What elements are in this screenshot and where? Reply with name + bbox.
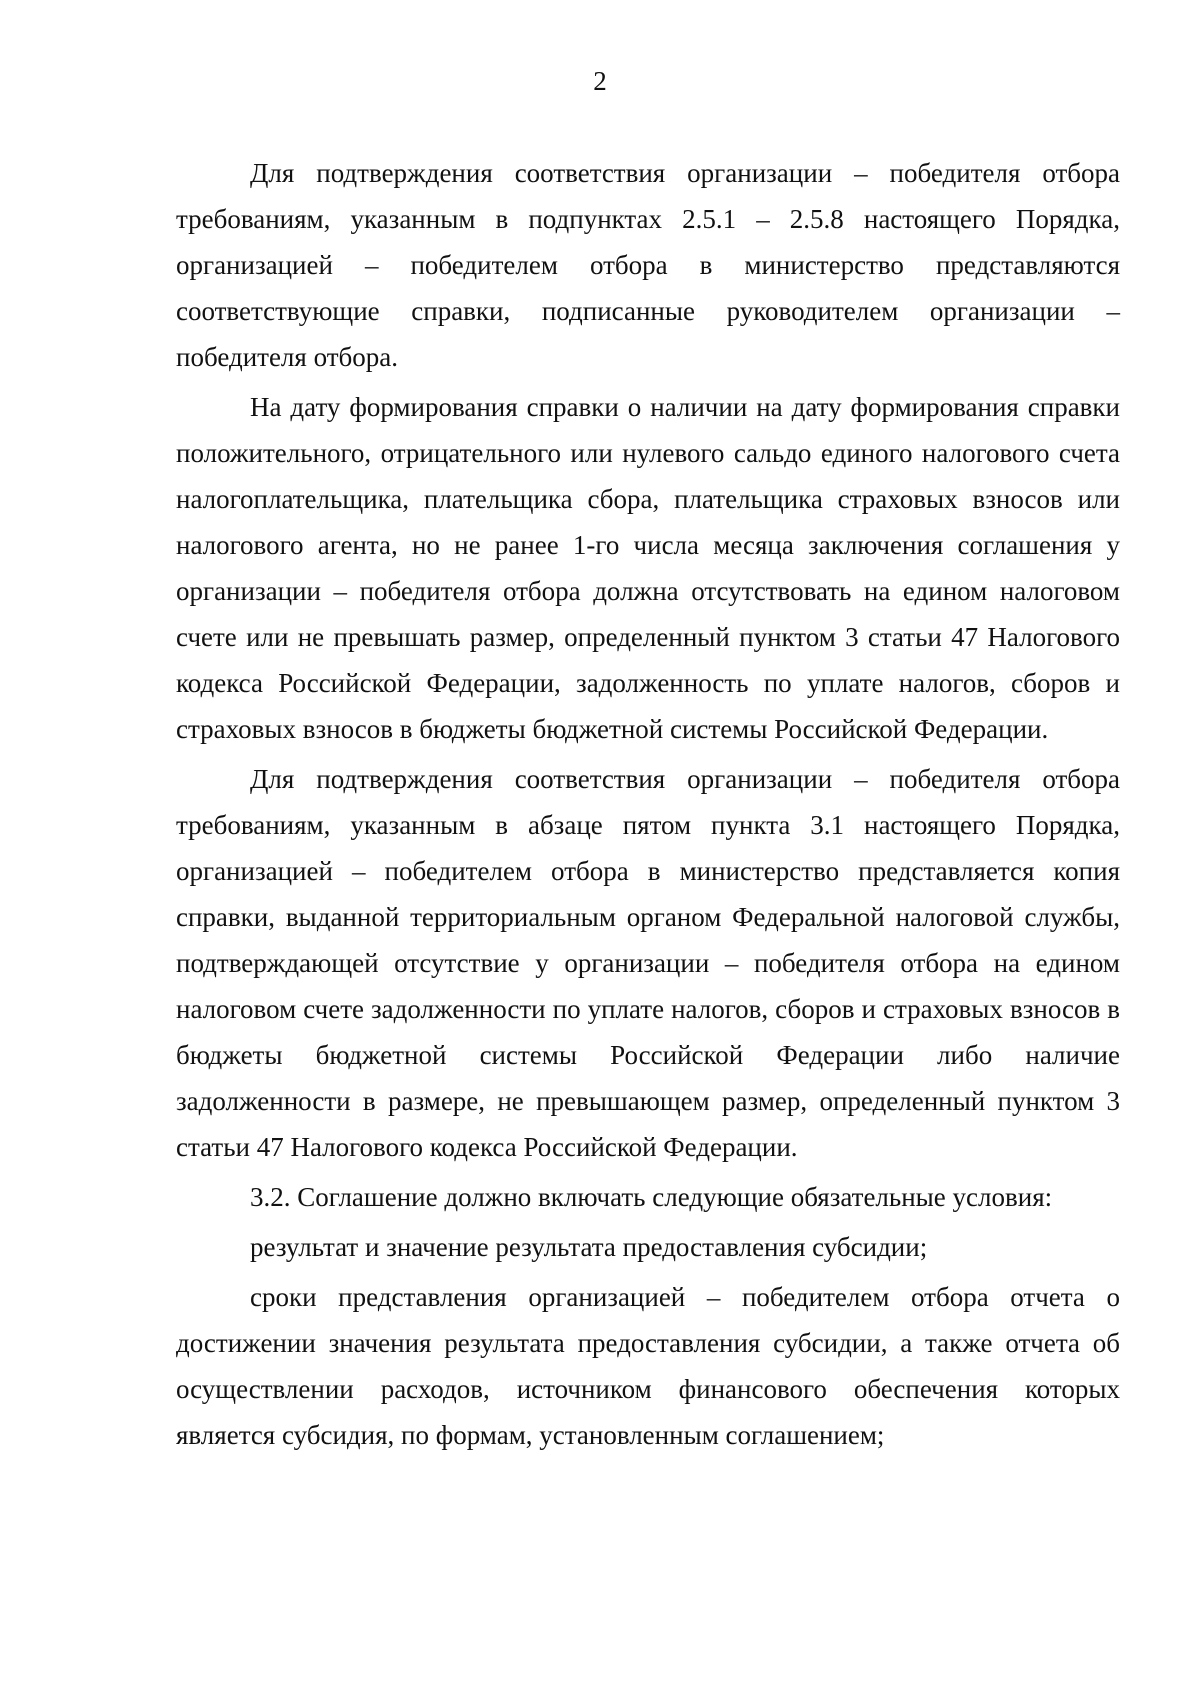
paragraph-tax-balance: На дату формирования справки о наличии на дату формирования справки положительного, отрицательного или нулевого сальдо единого налогового счета налогоплательщика, плательщика сбора, плательщика страховых взносов или налогового агента, но не ранее 1-го числа месяца заключения соглашения у организации – победителя отбора должна отсутствовать на едином налоговом счете или не превышать размер, определенный пунктом 3 статьи 47 Налогового кодекса Российской Федерации, задолженность по уплате налогов, сборов и страховых взносов в бюджеты бюджетной системы Российской Федерации. — [176, 392, 1120, 744]
document-body — [176, 150, 1120, 1462]
paragraph-subsidy-result: результат и значение результата предоставления субсидии; — [250, 1232, 928, 1262]
paragraph-confirmation-requirements: Для подтверждения соответствия организации – победителя отбора требованиям, указанным в подпунктах 2.5.1 – 2.5.8 настоящего Порядка, организацией – победителем отбора в министерство представляются соответствующие справки, подписанные руководителем организации – победителя отбора. — [176, 158, 1120, 372]
paragraph-agreement-conditions: 3.2. Соглашение должно включать следующие обязательные условия: — [250, 1182, 1053, 1212]
paragraph-reporting-terms: сроки представления организацией – победителем отбора отчета о достижении значения результата предоставления субсидии, а также отчета об осуществлении расходов, источником финансового обеспечения которых является субсидия, по формам, установленным соглашением; — [176, 1282, 1120, 1450]
page-number: 2 — [593, 66, 607, 96]
paragraph-tax-certificate: Для подтверждения соответствия организации – победителя отбора требованиям, указанным в абзаце пятом пункта 3.1 настоящего Порядка, организацией – победителем отбора в министерство представляется копия справки, выданной территориальным органом Федеральной налоговой службы, подтверждающей отсутствие у организации – победителя отбора на едином налоговом счете задолженности по уплате налогов, сборов и страховых взносов в бюджеты бюджетной системы Российской Федерации либо наличие задолженности в размере, не превышающем размер, определенный пунктом 3 статьи 47 Налогового кодекса Российской Федерации. — [176, 764, 1120, 1162]
